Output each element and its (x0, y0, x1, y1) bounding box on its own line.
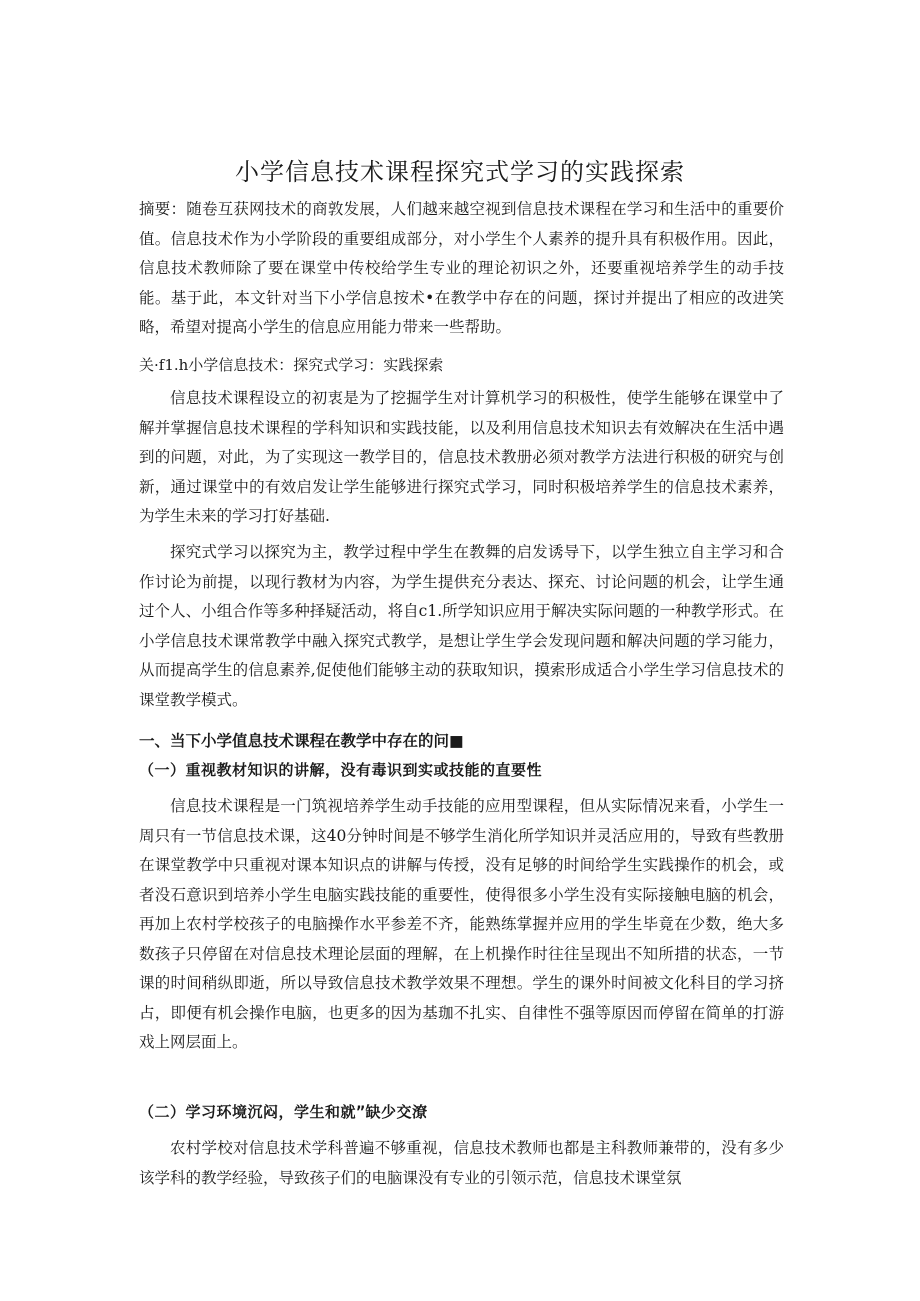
subsection-2-heading: （二）学习环境沉闷，学生和就”缺少交潦 (139, 1103, 428, 1121)
subsection-2-paragraph: 农村学校对信息技术学科普遍不够重视，信息技术教师也都是主科教师兼带的，没有多少该学科的教学经验，导致孩子们的电脑课没有专业的引领示范，信息技术课堂氛 (139, 1139, 784, 1187)
intro-paragraph-2: 探究式学习以探究为主，教学过程中学生在教舞的启发诱导下，以学生独立自主学习和合作讨论为前提，以现行教材为内容，为学生提供充分表达、探充、讨论问题的机会，让学生通过个人、小组合作等多种择疑活动，将自c1.所学知识应用于解决实际问题的一种教学形式。在小学信息技术课常教学中融入探究式教学，是想让学生学会发现问题和解决问题的学习能力，从而提高学生的信息素养,促使他们能够主动的获取知识，摸索形成适合小学生学习信息技术的课堂教学模式。 (139, 543, 784, 709)
subsection-1-paragraph: 信息技术课程是一门筑视培养学生动手技能的应用型课程，但从实际情况来看，小学生一周只有一节信息技术课，这40分钟时间是不够学生消化所学知识并灵活应用的，导致有些教册在课堂教学中只重视对课本知识点的讲解与传授，没有足够的时间给学生实践操作的机会，或者没石意识到培养小学生电脑实践技能的重要性，使得很多小学生没有实际接触电脑的机会，再加上农村学校孩子的电脑操作水平参差不齐，能熟练掌握并应用的学生毕竟在少数，绝大多数孩子只停留在对信息技术理论层面的理解，在上机操作时往往呈现出不知所措的状态，一节课的时间稍纵即逝，所以导致信息技术教学效果不理想。学生的课外时间被文化科目的学习挤占，即便有机会操作电脑，也更多的因为基珈不扎实、自律性不强等原因而停留在简单的打游戏上网层面上。 (139, 797, 784, 1051)
document-title: 小学信息技术课程探究式学习的实践探索 (235, 158, 685, 186)
keywords-line: 关·f1.h小学信息技术：探究式学习：实践探索 (139, 356, 444, 374)
intro-paragraph-1: 信息技术课程设立的初衷是为了挖掘学生对计算机学习的积极性，使学生能够在课堂中了解并掌握信息技术课程的学科知识和实践技能，以及利用信息技术知识去有效解决在生活中遇到的问题，对此，为了实现这一教学目的，信息技术教册必须对教学方法进行积极的研究与创新，通过课堂中的有效启发让学生能够进行探究式学习，同时积极培养学生的信息技术素养，为学生未来的学习打好基础. (139, 389, 784, 525)
abstract-paragraph: 摘要：随卷互获网技术的商敦发展，人们越来越空视到信息技术课程在学习和生活中的重要价值。信息技术作为小学阶段的重要组成部分，对小学生个人素养的提升具有积极作用。因此，信息技术教师除了要在课堂中传校给学生专业的理论初识之外，还要重视培养学生的动手技能。基于此，本文针对当下小学信息按术•在教学中存在的问题，探讨并提出了相应的改进笑略，希望对提高小学生的信息应用能力带来一些帮助。 (139, 200, 784, 336)
subsection-1-heading: （一）重视教材知识的讲解，没有毒识到实或技能的直要性 (139, 761, 543, 779)
section-1-heading: 一、当下小学值息技术课程在教学中存在的问■ (139, 732, 464, 750)
